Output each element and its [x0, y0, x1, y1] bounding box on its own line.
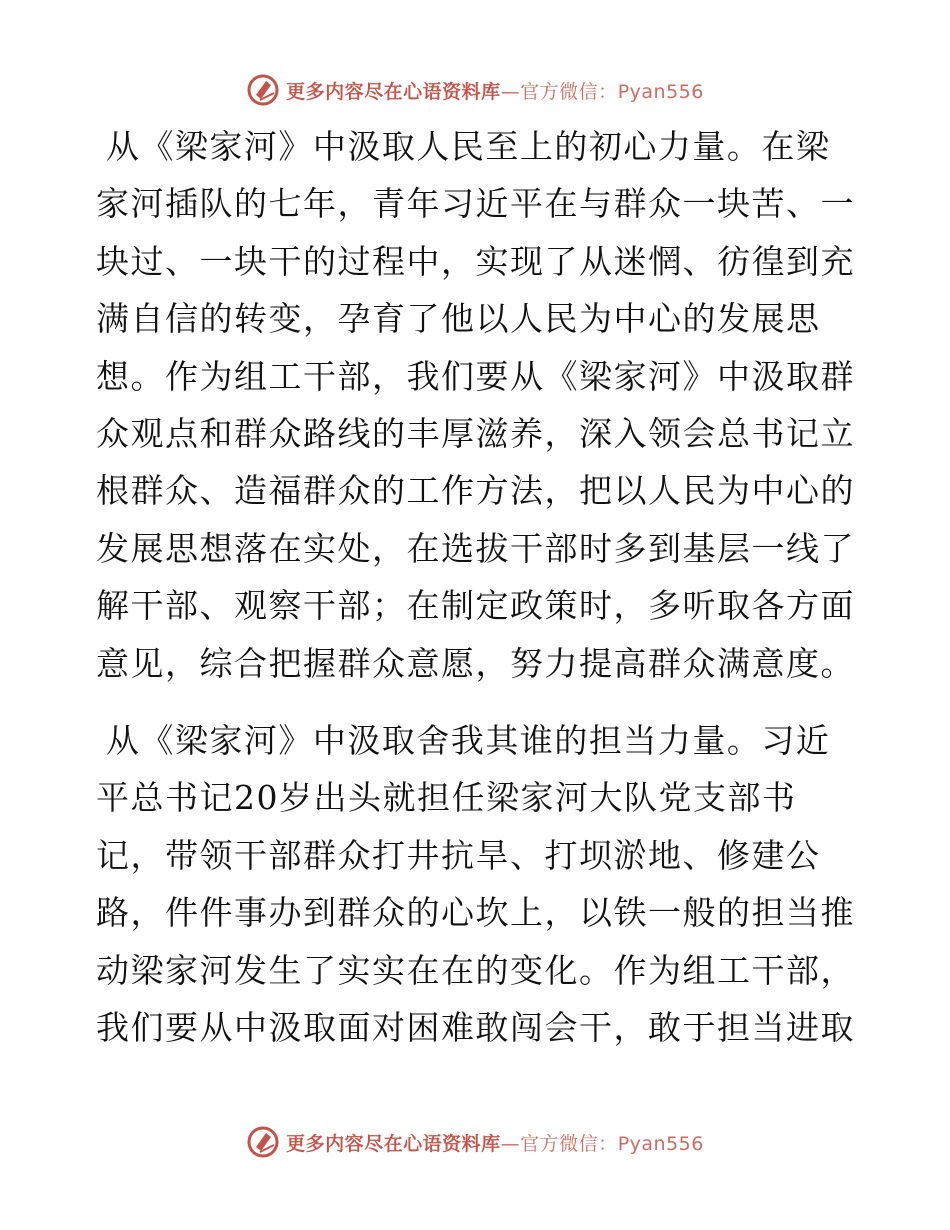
paragraph: 从《梁家河》中汲取人民至上的初心力量。在梁家河插队的七年，青年习近平在与群众一块苦、一块过、一块干的过程中，实现了从迷惘、彷徨到充满自信的转变，孕育了他以人民为中心的发展思想。作为组工干部，我们要从《梁家河》中汲取群众观点和群众路线的丰厚滋养，深入领会总书记立根群众、造福群众的工作方法，把以人民为中心的发展思想落在实处，在选拔干部时多到基层一线了解干部、观察干部；在制定政策时，多听取各方面意见，综合把握群众意愿，努力提高群众满意度。	[96, 127, 855, 683]
brand-logo-icon	[246, 1125, 280, 1159]
footer-watermark	[0, 1124, 950, 1160]
header-watermark	[0, 72, 950, 108]
watermark-text: 更多内容尽在心语资料库—官方微信：Pyan556	[286, 1132, 704, 1155]
watermark-text: 更多内容尽在心语资料库—官方微信：Pyan556	[286, 80, 704, 103]
document-body	[96, 118, 856, 1057]
paragraph: 从《梁家河》中汲取舍我其谁的担当力量。习近平总书记20岁出头就担任梁家河大队党支部书记，带领干部群众打井抗旱、打坝淤地、修建公路，件件事办到群众的心坎上，以铁一般的担当推动梁家河发生了实实在在的变化。作为组工干部，我们要从中汲取面对困难敢闯会干，敢于担当进取	[96, 721, 855, 1048]
brand-logo-icon	[246, 73, 280, 107]
